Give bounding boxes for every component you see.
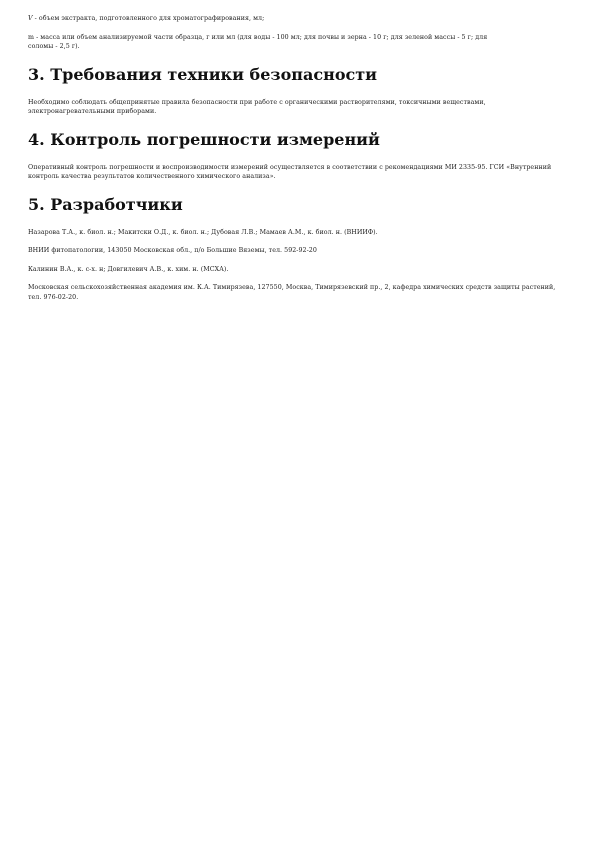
legend-m-symbol: m: [28, 33, 35, 41]
section-heading-error-control: 4. Контроль погрешности измерений: [28, 129, 380, 149]
safety-paragraph: Необходимо соблюдать общепринятые правила безопасности при работе с органическими растворителями, токсичными веществами, электронагревательными приборами.: [28, 98, 486, 115]
section-heading-safety: 3. Требования техники безопасности: [28, 64, 378, 84]
legend-m-text-1: - масса или объем анализируемой части образца, г или мл (для воды - 100 мл; для почвы и зерна - 10 г; для зеленой массы - 5 г; для: [34, 33, 488, 41]
legend-v-symbol: V: [28, 15, 33, 22]
legend-v: [28, 14, 568, 24]
error-control-paragraph: Оперативный контроль погрешности и воспроизводимости измерений осуществляется в соответствии с рекомендациями МИ 2335-95. ГСИ «Внутренний контроль качества результатов количественного химического анализа».: [28, 163, 552, 180]
developers-msha-address: Московская сельскохозяйственная академия им. К.А. Тимирязева, 127550, Москва, Тимирязевский пр., 2, кафедра химических средств защиты растений, тел. 976-02-20.: [28, 284, 556, 301]
section-heading-developers: 5. Разработчики: [28, 194, 183, 214]
legend-m: [28, 33, 568, 52]
developers-vniif-authors: Назарова Т.А., к. биол. н.; Макитски О.Д., к. биол. н.; Дубовая Л.В.; Мамаев А.М., к. биол. н. (ВНИИФ).: [28, 228, 378, 236]
developers-msha-authors: Калинин В.А., к. с-х. н; Довгилевич А.В., к. хим. н. (МСХА).: [28, 265, 229, 273]
developers-vniif-address: ВНИИ фитопатологии, 143050 Московская обл., п/о Большие Вяземы, тел. 592-92-20: [28, 247, 317, 254]
legend-m-text-2: соломы - 2,5 г).: [28, 43, 80, 50]
document-page: [28, 14, 568, 311]
legend-v-text: - объем экстракта, подготовленного для хроматографирования, мл;: [32, 15, 265, 22]
